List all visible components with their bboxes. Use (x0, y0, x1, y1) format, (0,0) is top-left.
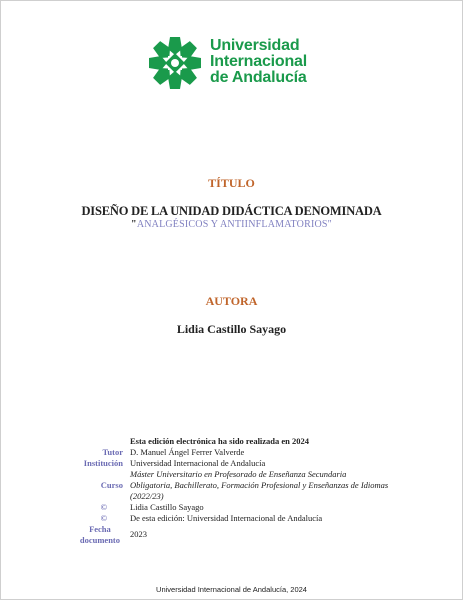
course-line-1: Máster Universitario en Profesorado de Enseñanza Secundaria (130, 469, 347, 479)
university-name (210, 38, 307, 86)
copyright-author-value: Lidia Castillo Sayago (130, 502, 204, 512)
date-label-line-1: Fecha (89, 524, 111, 534)
copyright-edition-label: © (100, 513, 107, 523)
page-footer: Universidad Internacional de Andalucía, 2024 (156, 585, 307, 594)
university-emblem-icon (148, 36, 202, 90)
tutor-label: Tutor (102, 447, 123, 457)
subtitle-text: ANALGÉSICOS Y ANTIINFLAMATORIOS (136, 219, 328, 230)
quote-close: " (327, 219, 332, 230)
institution-label: Institución (83, 458, 123, 468)
thesis-title: DISEÑO DE LA UNIDAD DIDÁCTICA DENOMINADA (81, 204, 382, 218)
title-heading: TÍTULO (208, 176, 255, 190)
course-line-3: (2022/23) (130, 491, 164, 501)
course-label: Curso (100, 480, 123, 490)
date-value: 2023 (130, 529, 147, 539)
date-label (80, 524, 120, 546)
date-label-line-2: documento (79, 535, 120, 545)
university-logo (148, 36, 318, 90)
author-name: Lidia Castillo Sayago (176, 322, 287, 336)
quote-open: " (131, 219, 137, 230)
logo-line-1: Universidad (210, 37, 300, 54)
institution-value: Universidad Internacional de Andalucía (130, 458, 266, 468)
tutor-value: D. Manuel Ángel Ferrer Valverde (130, 447, 245, 457)
logo-line-3: de Andalucía (210, 69, 307, 86)
copyright-label: © (100, 502, 107, 512)
thesis-subtitle (0, 219, 463, 230)
course-line-2: Obligatoria, Bachillerato, Formación Profesional y Enseñanzas de Idiomas (130, 480, 389, 490)
copyright-edition-value: De esta edición: Universidad Internacional de Andalucía (130, 513, 323, 523)
author-heading: AUTORA (205, 294, 258, 308)
course-value (130, 469, 388, 502)
edition-note: Esta edición electrónica ha sido realizada en 2024 (130, 436, 310, 446)
logo-line-2: Internacional (210, 53, 307, 70)
